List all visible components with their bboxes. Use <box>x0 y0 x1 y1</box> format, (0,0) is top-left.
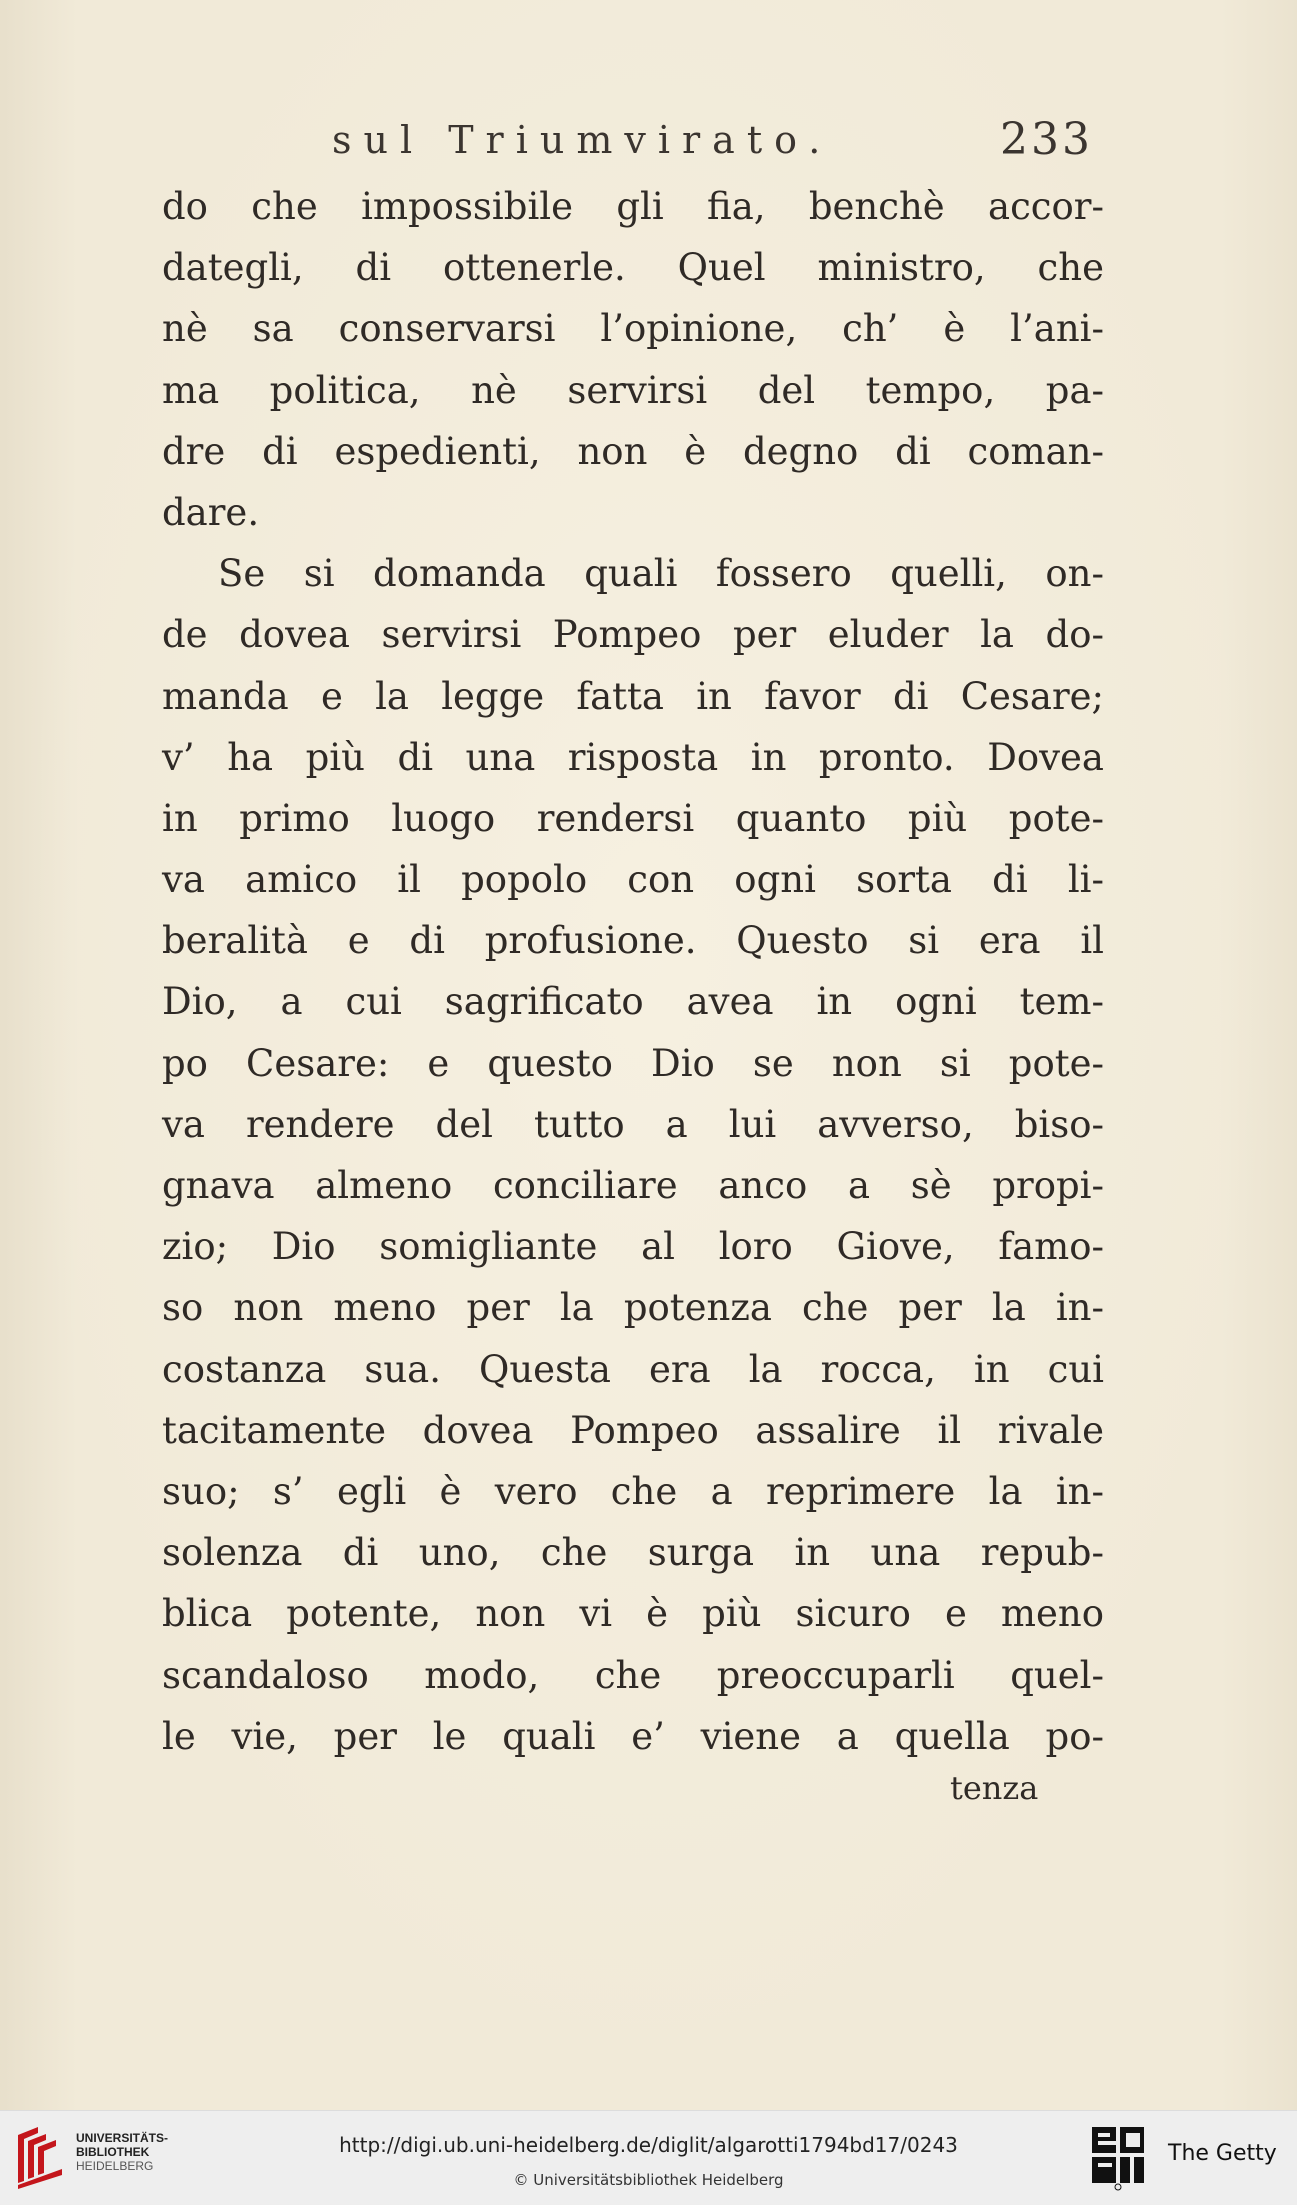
text-line: solenza di uno, che surga in una repub- <box>162 1531 1104 1575</box>
text-line: manda e la legge fatta in favor di Cesare; <box>162 674 1104 718</box>
text-line: po Cesare: e questo Dio se non si pote- <box>162 1041 1104 1085</box>
partner-name: The Getty <box>1168 2141 1277 2166</box>
running-title: sul Triumvirato. <box>332 118 833 162</box>
text-line: blica potente, non vi è più sicuro e meno <box>162 1592 1104 1636</box>
running-head <box>0 114 1297 174</box>
text-line: costanza sua. Questa era la rocca, in cui <box>162 1347 1104 1391</box>
text-line: va amico il popolo con ogni sorta di li- <box>162 858 1104 902</box>
text-line: gnava almeno conciliare anco a sè propi- <box>162 1164 1104 1207</box>
text-line: beralità e di profusione. Questo si era il <box>162 919 1104 963</box>
text-line: dre di espedienti, non è degno di coman- <box>162 429 1104 473</box>
viewer-footer <box>0 2110 1297 2205</box>
page-number: 233 <box>1000 114 1093 165</box>
text-line: de dovea servirsi Pompeo per eluder la do- <box>162 613 1104 657</box>
text-line: nè sa conservarsi l’opinione, ch’ è l’ani- <box>162 307 1104 351</box>
permalink-url[interactable]: http://digi.ub.uni-heidelberg.de/diglit/algarotti1794bd17/0243 <box>339 2133 958 2157</box>
text-line: le vie, per le quali e’ viene a quella po- <box>162 1714 1104 1758</box>
text-line: do che impossibile gli fia, benchè accor- <box>162 185 1104 228</box>
text-line: Se si domanda quali fossero quelli, on- <box>218 552 1104 596</box>
text-line: zio; Dio somigliante al loro Giove, famo- <box>162 1225 1104 1269</box>
copyright-notice: © Universitätsbibliothek Heidelberg <box>513 2171 784 2189</box>
text-line: dare. <box>162 490 260 534</box>
text-line: dategli, di ottenerle. Quel ministro, che <box>162 246 1104 290</box>
library-name-line: BIBLIOTHEK <box>76 2145 150 2159</box>
text-line: so non meno per la potenza che per la in- <box>162 1286 1104 1330</box>
library-name-line: UNIVERSITÄTS- <box>76 2131 169 2145</box>
library-name-line: HEIDELBERG <box>76 2159 154 2173</box>
text-line: scandaloso modo, che preoccuparli quel- <box>162 1653 1104 1697</box>
catchword: tenza <box>950 1769 1039 1807</box>
text-line: Dio, a cui sagrificato avea in ogni tem- <box>162 980 1104 1024</box>
getty-logo-icon[interactable] <box>1090 2125 1146 2191</box>
text-line: suo; s’ egli è vero che a reprimere la in- <box>162 1469 1104 1513</box>
text-line: in primo luogo rendersi quanto più pote- <box>162 796 1104 840</box>
body-text <box>162 176 1104 1767</box>
text-line: v’ ha più di una risposta in pronto. Dovea <box>162 735 1104 779</box>
text-line: tacitamente dovea Pompeo assalire il rivale <box>162 1408 1104 1452</box>
text-line: ma politica, nè servirsi del tempo, pa- <box>162 368 1104 412</box>
text-line: va rendere del tutto a lui avverso, biso- <box>162 1102 1104 1146</box>
